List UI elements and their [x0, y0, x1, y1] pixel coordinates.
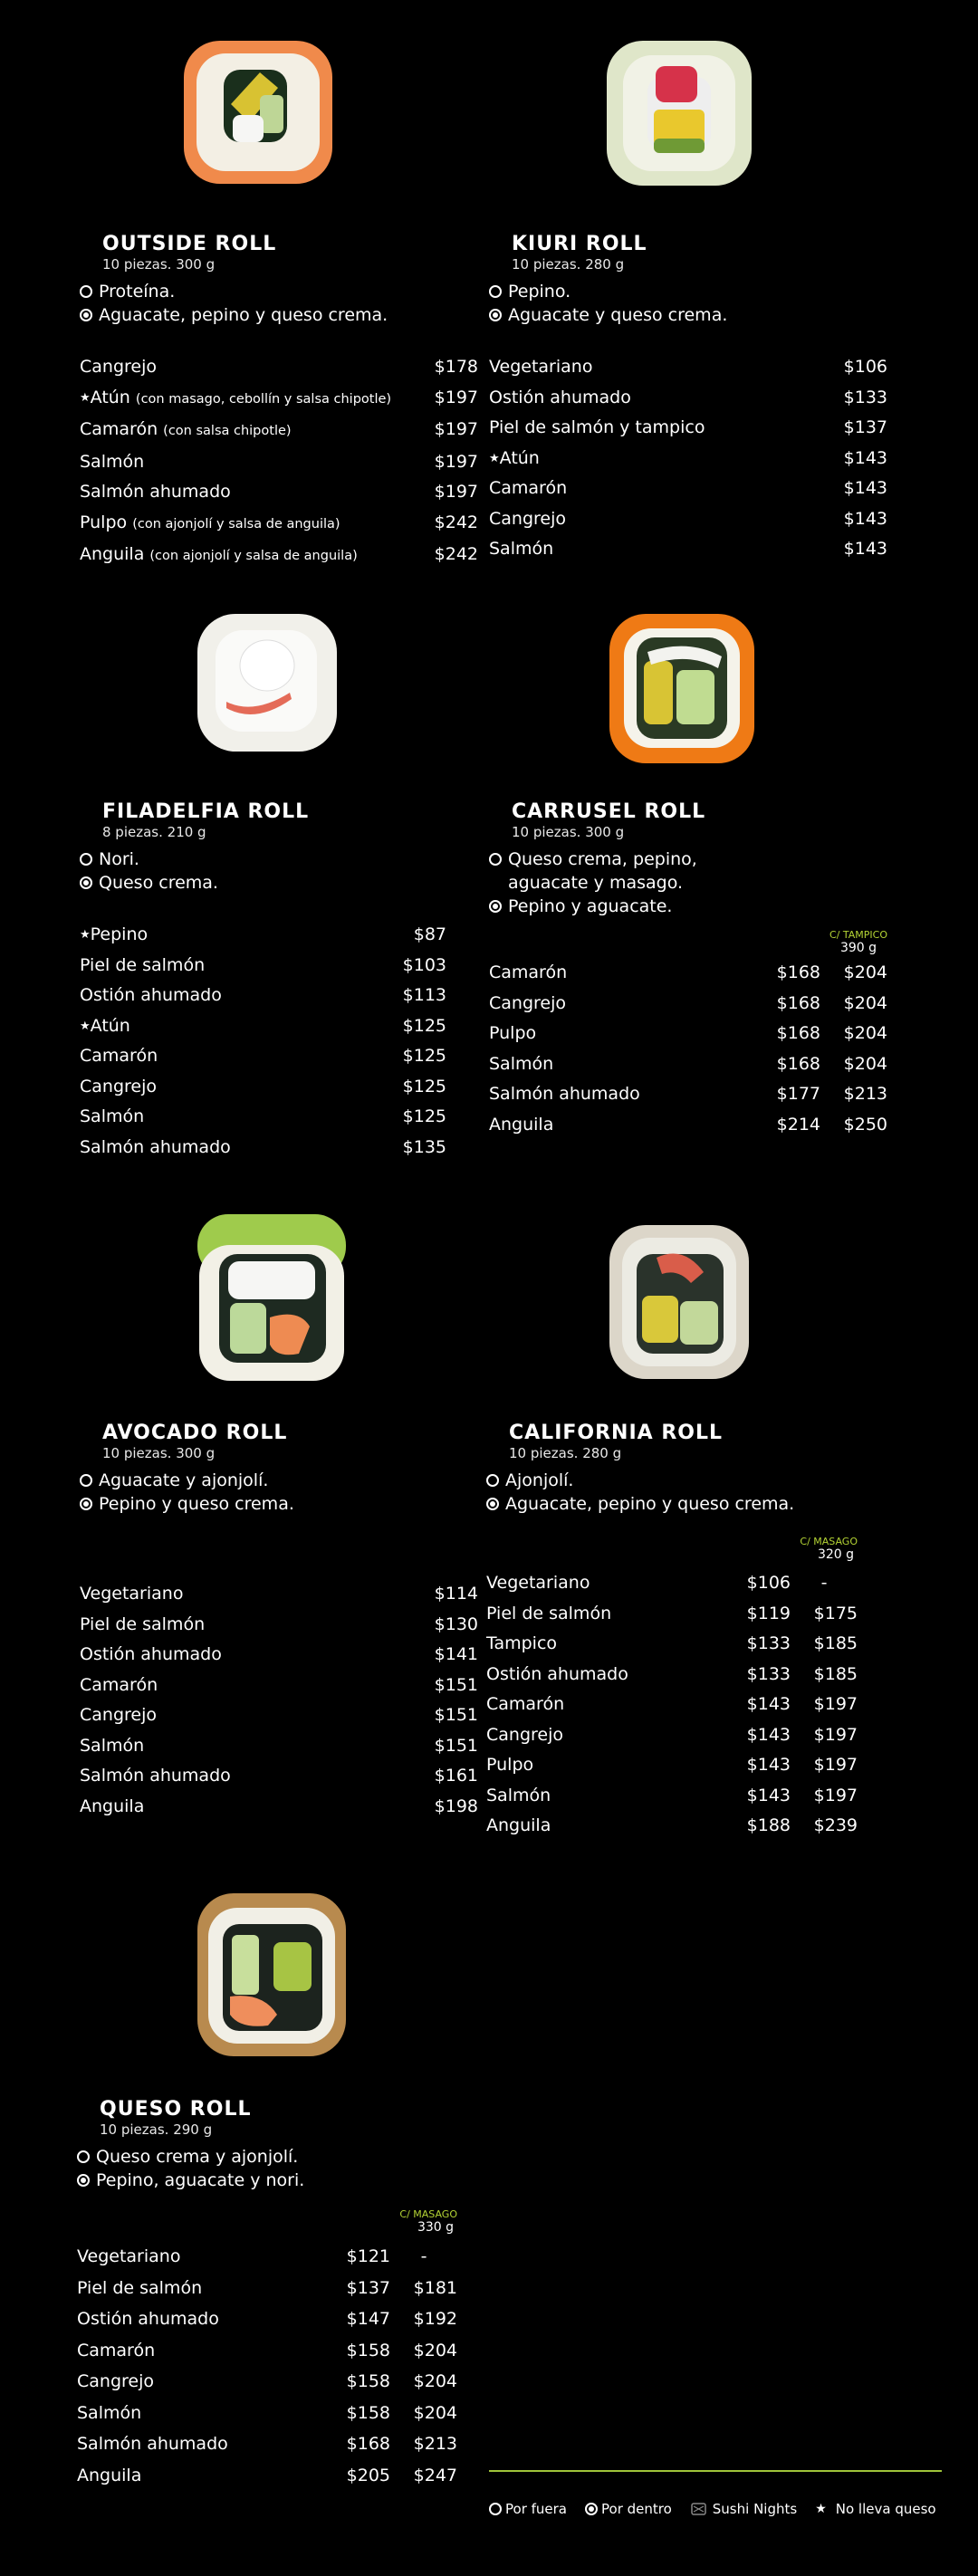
radio-outline-icon [486, 1474, 499, 1487]
item-note: (con masago, cebollín y salsa chipotle) [135, 391, 392, 407]
radio-filled-icon [80, 1498, 92, 1510]
price-row [80, 1640, 478, 1671]
price-row [77, 2335, 457, 2367]
item-price: $197 [434, 451, 478, 472]
option-label: Proteína. [99, 282, 176, 302]
radio-filled-icon [77, 2174, 90, 2187]
item-name: Salmón [80, 451, 145, 472]
item-name: Ostión ahumado [80, 1644, 222, 1664]
option-label: Pepino y queso crema. [99, 1494, 294, 1514]
roll-title: OUTSIDE ROLL [102, 233, 277, 255]
price-row [486, 1750, 858, 1781]
filadelfia-roll-photo [190, 607, 344, 761]
item-price: $137 [346, 2277, 390, 2298]
item-price-extra: $185 [813, 1663, 858, 1684]
item-price: $161 [434, 1766, 478, 1786]
price-row [80, 1072, 446, 1103]
item-price: $242 [434, 512, 478, 532]
option-label: Queso crema. [99, 873, 218, 893]
item-name: Salmón ahumado [80, 482, 231, 502]
roll-details: 10 piezas. 300 g [102, 1445, 216, 1461]
roll-title: FILADELFIA ROLL [102, 800, 310, 823]
item-price: $137 [843, 417, 887, 437]
outside-option-unselected [486, 1469, 885, 1492]
price-row [77, 2366, 457, 2398]
item-price: $125 [402, 1106, 446, 1126]
roll-title: AVOCADO ROLL [102, 1422, 288, 1444]
item-price: $197 [434, 387, 478, 407]
item-name: Salmón [77, 2402, 142, 2423]
price-row [489, 534, 887, 565]
legend-item-inside [585, 2501, 672, 2517]
item-price: $158 [346, 2340, 390, 2361]
item-price: $113 [402, 985, 446, 1005]
roll-title: CALIFORNIA ROLL [509, 1422, 724, 1444]
item-name: Ostión ahumado [80, 985, 222, 1005]
price-row [489, 413, 887, 444]
item-price: $151 [434, 1735, 478, 1756]
item-price: $168 [776, 1023, 820, 1043]
price-row [486, 1629, 858, 1660]
item-price-extra: $192 [413, 2309, 457, 2329]
price-row [80, 1731, 478, 1762]
item-name: Tampico [486, 1633, 558, 1653]
item-price: $87 [413, 924, 446, 944]
item-price-extra: $204 [843, 992, 887, 1013]
item-price-extra: $181 [413, 2277, 457, 2298]
item-name: Piel de salmón [77, 2277, 203, 2298]
outside-option-unselected [489, 280, 887, 303]
legend-divider [489, 2470, 942, 2472]
item-name: Camarón [80, 419, 158, 439]
item-name: Cangrejo [489, 508, 566, 529]
item-price: $168 [346, 2434, 390, 2454]
queso-roll-section [77, 2098, 475, 2491]
roll-title: KIURI ROLL [512, 233, 647, 255]
roll-details: 8 piezas. 210 g [102, 824, 206, 840]
item-name: Ostión ahumado [77, 2309, 219, 2329]
item-price-extra: - [820, 1573, 828, 1593]
item-name: Anguila [80, 1796, 145, 1816]
no-cheese-star-icon: ★ [489, 451, 500, 465]
price-row [486, 1811, 858, 1842]
inside-option-selected [80, 303, 478, 327]
item-name: Cangrejo [486, 1724, 563, 1745]
price-list [489, 958, 887, 1140]
item-price-extra: $197 [813, 1785, 858, 1805]
no-cheese-star-icon: ★ [80, 928, 91, 942]
item-price: $198 [434, 1796, 478, 1816]
legend-label: No lleva queso [835, 2501, 936, 2517]
radio-filled-icon [486, 1498, 499, 1510]
extra-weight: 320 g [817, 1547, 854, 1562]
roll-title: QUESO ROLL [100, 2098, 252, 2121]
item-price-extra: $204 [413, 2402, 457, 2423]
extra-label: C/ MASAGO [399, 2208, 457, 2220]
sushi-nights-icon [690, 2501, 708, 2517]
option-label: Queso crema, pepino, aguacate y masago. [508, 849, 697, 893]
item-name: Atún [90, 1015, 130, 1036]
kiuri-roll-section [489, 233, 887, 565]
radio-outline-icon [489, 2503, 502, 2515]
item-name: Salmón [489, 539, 554, 559]
item-price: $141 [434, 1644, 478, 1664]
item-price: $125 [402, 1076, 446, 1096]
item-price: $103 [402, 954, 446, 975]
outside-option-unselected [80, 280, 478, 303]
radio-filled-icon [489, 900, 502, 913]
item-price: $242 [434, 544, 478, 564]
item-price-extra: $175 [813, 1603, 858, 1623]
item-name: Pulpo [489, 1023, 537, 1043]
item-price: $188 [746, 1815, 791, 1835]
legend-label: Por dentro [601, 2501, 672, 2517]
price-row [486, 1568, 858, 1599]
price-list [80, 920, 446, 1163]
item-price-extra: $247 [413, 2465, 457, 2485]
radio-outline-icon [489, 853, 502, 866]
price-row [489, 474, 887, 504]
item-price-extra: $213 [843, 1084, 887, 1104]
item-name: Vegetariano [486, 1573, 590, 1593]
item-name: Cangrejo [80, 1076, 157, 1096]
item-name: Piel de salmón y tampico [489, 417, 705, 437]
item-price: $158 [346, 2371, 390, 2391]
price-row [489, 352, 887, 383]
outside-option-unselected [80, 847, 478, 871]
price-list [80, 352, 478, 572]
inside-option-selected [80, 871, 478, 895]
item-price-extra: $204 [843, 1053, 887, 1074]
item-price-extra: $185 [813, 1633, 858, 1653]
extra-weight: 330 g [417, 2220, 454, 2235]
item-price-extra: $197 [813, 1724, 858, 1745]
item-price: $197 [434, 482, 478, 502]
inside-option-selected [489, 303, 887, 327]
option-label: Nori. [99, 849, 139, 869]
price-row [80, 383, 478, 416]
price-column-header [486, 1536, 858, 1565]
price-row [77, 2428, 457, 2460]
roll-details: 10 piezas. 280 g [512, 256, 625, 273]
item-name: Pulpo [80, 512, 128, 532]
extra-weight: 390 g [839, 941, 877, 955]
price-row [80, 1792, 478, 1823]
item-name: Anguila [80, 544, 145, 564]
price-row [80, 1610, 478, 1641]
item-name: Atún [90, 387, 130, 407]
radio-outline-icon [80, 1474, 92, 1487]
price-row [486, 1660, 858, 1690]
item-name: Piel de salmón [80, 954, 206, 975]
item-price: $197 [434, 419, 478, 439]
item-name: Salmón [486, 1785, 551, 1805]
legend [489, 2501, 936, 2517]
price-row [486, 1720, 858, 1751]
roll-details: 10 piezas. 290 g [100, 2121, 213, 2138]
option-label: Pepino. [508, 282, 571, 302]
option-label: Aguacate, pepino y queso crema. [505, 1494, 795, 1514]
item-price-extra: $239 [813, 1815, 858, 1835]
price-row [80, 540, 478, 572]
item-name: Cangrejo [77, 2371, 154, 2391]
item-name: Camarón [489, 962, 568, 982]
item-name: Salmón ahumado [80, 1136, 231, 1157]
price-row [489, 958, 887, 989]
price-row [489, 1049, 887, 1080]
item-price: $151 [434, 1674, 478, 1695]
item-price: $114 [434, 1584, 478, 1604]
item-price: $133 [746, 1663, 791, 1684]
item-name: Salmón [80, 1735, 145, 1756]
price-row [80, 447, 478, 478]
inside-option-selected [80, 1492, 478, 1516]
legend-item-outside [489, 2501, 567, 2517]
no-cheese-star-icon: ★ [80, 390, 91, 405]
price-row [486, 1690, 858, 1720]
price-row [80, 981, 446, 1011]
price-row [80, 1700, 478, 1731]
outside-option-unselected [80, 1469, 478, 1492]
extra-label: C/ TAMPICO [829, 929, 887, 941]
item-name: Salmón ahumado [80, 1766, 231, 1786]
radio-outline-icon [489, 285, 502, 298]
radio-filled-icon [489, 309, 502, 321]
price-row [77, 2241, 457, 2273]
price-list [77, 2241, 457, 2491]
price-row [80, 1102, 446, 1133]
item-price: $205 [346, 2465, 390, 2485]
inside-option-selected [489, 895, 887, 918]
option-label: Aguacate, pepino y queso crema. [99, 305, 388, 325]
item-price: $178 [434, 357, 478, 377]
price-row [489, 444, 887, 474]
item-name: Salmón ahumado [77, 2434, 228, 2454]
price-row [80, 352, 478, 383]
price-row [80, 1579, 478, 1610]
price-row [489, 504, 887, 535]
item-name: Camarón [80, 1674, 158, 1695]
item-note: (con ajonjolí y salsa de anguila) [132, 516, 340, 531]
item-price-extra: $204 [843, 962, 887, 982]
item-price: $168 [776, 1053, 820, 1074]
price-column-header [77, 2208, 457, 2237]
item-name: Salmón ahumado [489, 1084, 640, 1104]
item-note: (con salsa chipotle) [163, 424, 292, 438]
item-price: $125 [402, 1015, 446, 1036]
item-name: Pepino [90, 924, 149, 944]
option-label: Aguacate y queso crema. [508, 305, 728, 325]
price-row [80, 1761, 478, 1792]
price-list [489, 352, 887, 565]
price-row [80, 415, 478, 447]
radio-filled-icon [80, 309, 92, 321]
roll-details: 10 piezas. 280 g [509, 1445, 622, 1461]
item-price: $143 [746, 1694, 791, 1714]
item-name: Ostión ahumado [489, 387, 631, 407]
price-row [486, 1781, 858, 1812]
item-name: Piel de salmón [80, 1614, 206, 1634]
price-row [77, 2398, 457, 2429]
legend-item-sushi-nights [690, 2501, 797, 2517]
price-row [489, 1110, 887, 1141]
outside-option-unselected [77, 2145, 475, 2169]
item-name: Camarón [489, 478, 568, 498]
price-row [489, 1019, 887, 1049]
price-row [77, 2273, 457, 2304]
item-price-extra: $197 [813, 1694, 858, 1714]
item-name: Anguila [489, 1114, 554, 1135]
item-note: (con ajonjolí y salsa de anguila) [149, 549, 358, 563]
item-price: $168 [776, 992, 820, 1013]
price-row [80, 508, 478, 541]
legend-item-no-cheese [815, 2501, 935, 2517]
carrusel-roll-section [489, 800, 887, 1140]
item-name: Ostión ahumado [486, 1663, 628, 1684]
california-roll-photo [602, 1218, 756, 1385]
price-row [489, 383, 887, 414]
item-price: $125 [402, 1046, 446, 1066]
item-name: Anguila [77, 2465, 142, 2485]
avocado-roll-photo [190, 1209, 353, 1390]
item-name: Cangrejo [489, 992, 566, 1013]
item-name: Salmón [489, 1053, 554, 1074]
item-price: $143 [843, 508, 887, 529]
item-price-extra: $213 [413, 2434, 457, 2454]
queso-roll-photo [190, 1888, 353, 2064]
avocado-roll-section [80, 1422, 478, 1822]
item-price: $135 [402, 1136, 446, 1157]
item-name: Vegetariano [77, 2246, 181, 2266]
option-label: Queso crema y ajonjolí. [96, 2147, 299, 2167]
item-name: Camarón [486, 1694, 565, 1714]
item-name: Cangrejo [80, 1705, 157, 1725]
price-row [489, 989, 887, 1020]
item-price: $106 [746, 1573, 791, 1593]
item-name: Pulpo [486, 1755, 534, 1775]
price-row [77, 2303, 457, 2335]
outside-roll-section [80, 233, 478, 572]
item-price: $133 [746, 1633, 791, 1653]
radio-outline-icon [80, 853, 92, 866]
option-label: Aguacate y ajonjolí. [99, 1470, 269, 1490]
item-price: $147 [346, 2309, 390, 2329]
inside-option-selected [486, 1492, 885, 1516]
radio-outline-icon [80, 285, 92, 298]
item-name: Vegetariano [489, 357, 593, 377]
price-row [80, 920, 446, 951]
item-price: $106 [843, 357, 887, 377]
item-name: Camarón [77, 2340, 156, 2361]
option-label: Pepino, aguacate y nori. [96, 2170, 305, 2190]
price-row [489, 1079, 887, 1110]
item-name: Piel de salmón [486, 1603, 612, 1623]
item-price: $143 [746, 1755, 791, 1775]
item-name: Cangrejo [80, 357, 157, 377]
item-price: $143 [843, 478, 887, 498]
radio-filled-icon [585, 2503, 598, 2515]
price-row [80, 951, 446, 982]
filadelfia-roll-section [80, 800, 478, 1163]
price-row [80, 477, 478, 508]
item-name: Atún [499, 447, 540, 468]
price-row [80, 1671, 478, 1701]
item-price: $214 [776, 1114, 820, 1135]
carrusel-roll-photo [602, 607, 761, 770]
star-icon: ★ [815, 2502, 827, 2516]
item-price: $133 [843, 387, 887, 407]
item-price: $143 [746, 1724, 791, 1745]
no-cheese-star-icon: ★ [80, 1019, 91, 1033]
item-price-extra: $197 [813, 1755, 858, 1775]
california-roll-section [486, 1422, 885, 1842]
item-name: Camarón [80, 1046, 158, 1066]
item-price: $177 [776, 1084, 820, 1104]
item-price-extra: $204 [413, 2340, 457, 2361]
roll-details: 10 piezas. 300 g [102, 256, 216, 273]
item-price: $119 [746, 1603, 791, 1623]
price-row [80, 1011, 446, 1042]
item-price: $158 [346, 2402, 390, 2423]
price-list [486, 1568, 858, 1842]
roll-details: 10 piezas. 300 g [512, 824, 625, 840]
inside-option-selected [77, 2169, 475, 2192]
item-price: $143 [746, 1785, 791, 1805]
item-price: $130 [434, 1614, 478, 1634]
outside-option-unselected [489, 847, 887, 895]
item-price: $143 [843, 539, 887, 559]
item-price: $121 [346, 2246, 390, 2266]
item-name: Vegetariano [80, 1584, 184, 1604]
item-price-extra: $250 [843, 1114, 887, 1135]
roll-title: CARRUSEL ROLL [512, 800, 706, 823]
option-label: Ajonjolí. [505, 1470, 574, 1490]
item-price: $168 [776, 962, 820, 982]
price-list [80, 1579, 478, 1822]
item-price-extra: $204 [843, 1023, 887, 1043]
extra-label: C/ MASAGO [800, 1536, 858, 1547]
item-price: $143 [843, 447, 887, 468]
legend-label: Por fuera [505, 2501, 567, 2517]
item-price-extra: - [420, 2246, 427, 2266]
price-row [80, 1133, 446, 1164]
radio-filled-icon [80, 876, 92, 889]
price-column-header [489, 929, 887, 958]
price-row [486, 1599, 858, 1630]
item-name: Salmón [80, 1106, 145, 1126]
item-name: Anguila [486, 1815, 551, 1835]
outside-roll-photo [177, 32, 340, 195]
item-price-extra: $204 [413, 2371, 457, 2391]
option-label: Pepino y aguacate. [508, 896, 673, 916]
radio-outline-icon [77, 2150, 90, 2163]
price-row [80, 1041, 446, 1072]
price-row [77, 2460, 457, 2492]
item-price: $151 [434, 1705, 478, 1725]
kiuri-roll-photo [598, 32, 761, 195]
legend-label: Sushi Nights [712, 2501, 798, 2517]
